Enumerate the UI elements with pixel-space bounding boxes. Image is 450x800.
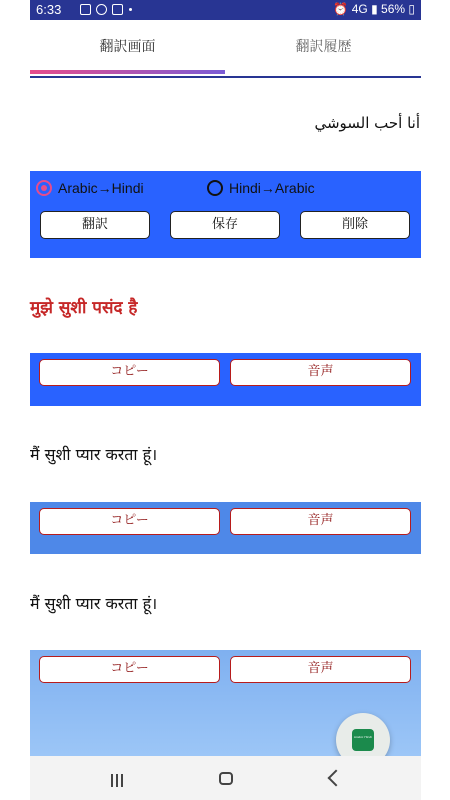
battery-icon: ▯: [408, 2, 415, 16]
tab-translate[interactable]: 翻訳画面: [99, 39, 156, 55]
tab-history[interactable]: 翻訳履歴: [295, 39, 352, 55]
delete-button[interactable]: 削除: [300, 211, 410, 239]
home-icon[interactable]: [219, 772, 233, 785]
app-logo-icon: Arabic Hindi: [352, 729, 374, 751]
network-label: 4G: [351, 2, 368, 16]
voice-button[interactable]: 音声: [230, 359, 411, 386]
controls-panel: [30, 171, 421, 258]
copy-button[interactable]: コピー: [39, 508, 220, 535]
battery-percent: 56%: [381, 2, 406, 16]
recent-apps-icon[interactable]: [111, 772, 126, 791]
status-time: 6:33: [36, 2, 62, 17]
result-actions-2: [30, 502, 421, 554]
mail-notification-icon: [112, 4, 123, 15]
voice-button[interactable]: 音声: [230, 508, 411, 535]
alt-translation-1: मैं सुशी प्यार करता हूं।: [30, 445, 158, 464]
voice-button[interactable]: 音声: [230, 656, 411, 683]
nav-bar: [30, 756, 421, 800]
translation-result: मुझे सुशी पसंद है: [30, 298, 138, 318]
alarm-icon: ⏰: [333, 2, 349, 16]
alt-translation-2: मैं सुशी प्यार करता हूं।: [30, 594, 158, 613]
radio-hindi-arabic[interactable]: [207, 180, 315, 196]
tab-bar: [30, 20, 421, 78]
active-tab-indicator: [30, 70, 225, 74]
radio-label: Arabic→Hindi: [58, 180, 144, 196]
back-icon[interactable]: [328, 770, 345, 787]
radio-selected-icon: [36, 180, 52, 196]
signal-icon: ▮: [371, 2, 378, 16]
browser-notification-icon: [96, 4, 107, 15]
status-indicators: [333, 2, 415, 16]
copy-button[interactable]: コピー: [39, 656, 220, 683]
copy-button[interactable]: コピー: [39, 359, 220, 386]
result-actions-1: [30, 353, 421, 406]
radio-label: Hindi→Arabic: [229, 180, 315, 196]
more-notifications-icon: [129, 8, 132, 11]
image-notification-icon: [80, 4, 91, 15]
source-text-input[interactable]: أنا أحب السوشي: [314, 114, 420, 132]
radio-arabic-hindi[interactable]: [36, 180, 144, 196]
status-bar: [30, 0, 421, 20]
radio-unselected-icon: [207, 180, 223, 196]
save-button[interactable]: 保存: [170, 211, 280, 239]
translate-button[interactable]: 翻訳: [40, 211, 150, 239]
